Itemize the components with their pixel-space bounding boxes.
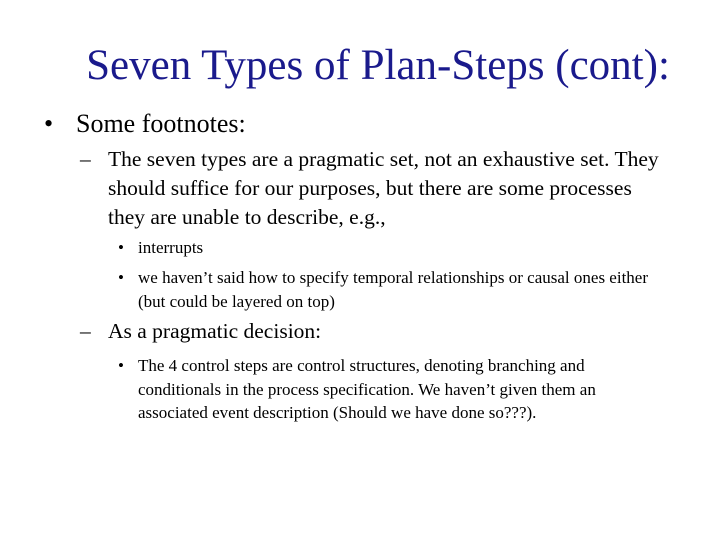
bullet-level1	[44, 108, 246, 140]
sub-sub-bullet-text: interrupts	[138, 238, 204, 257]
slide-title: Seven Types of Plan-Steps (cont):	[86, 42, 670, 89]
sub-bullet-pragmatic-decision	[80, 317, 670, 346]
sub-bullet-text: As a pragmatic decision:	[108, 319, 322, 343]
dash-marker: –	[80, 147, 91, 171]
bullet-marker: •	[118, 356, 124, 375]
sub-sub-bullet-temporal	[118, 266, 658, 313]
sub-sub-bullet-interrupts	[118, 236, 658, 260]
sub-bullet-seven-types	[80, 145, 670, 232]
bullet-marker: •	[44, 109, 54, 138]
bullet-text: Some footnotes:	[76, 109, 246, 138]
sub-sub-bullet-text: we haven’t said how to specify temporal relationships or causal ones either (but could be layered on top)	[138, 268, 649, 311]
bullet-marker: •	[118, 238, 124, 257]
sub-sub-bullet-text: The 4 control steps are control structures, denoting branching and conditionals in the process specification. We haven’t given them an associated event description (Should we have done so???).	[138, 356, 596, 422]
dash-marker: –	[80, 319, 91, 343]
sub-bullet-text: The seven types are a pragmatic set, not an exhaustive set. They should suffice for our purposes, but there are some processes they are unable to describe, e.g.,	[108, 147, 659, 229]
bullet-marker: •	[118, 268, 124, 287]
sub-sub-bullet-control-steps	[118, 354, 663, 425]
